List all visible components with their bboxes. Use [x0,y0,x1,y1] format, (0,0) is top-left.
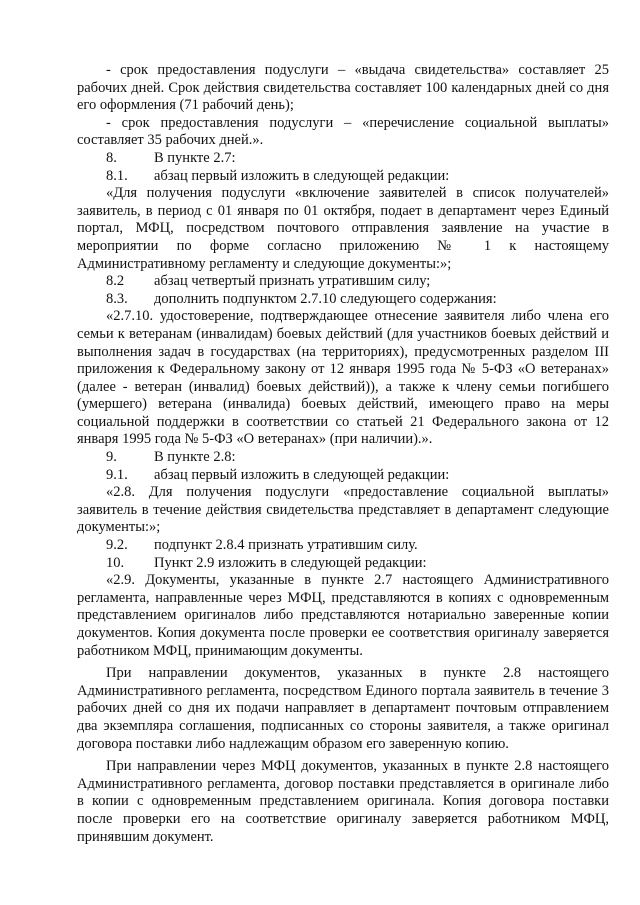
list-item [77,537,609,555]
list-item [77,168,609,186]
item-text: абзац первый изложить в следующей редакции: [154,167,450,184]
item-text: подпункт 2.8.4 признать утратившим силу. [154,537,418,554]
item-text: Пункт 2.9 изложить в следующей редакции: [154,554,427,571]
document-body [77,62,609,846]
list-item [77,291,609,309]
item-number: 8.1. [106,167,128,184]
item-text: абзац четвертый признать утратившим силу; [154,273,431,290]
item-number: 8.2 [106,273,125,290]
item-text: абзац первый изложить в следующей редакции: [154,466,450,483]
item-text: В пункте 2.7: [154,149,236,166]
item-text: В пункте 2.8: [154,449,236,466]
item-number: 9.2. [106,537,128,554]
item-text: дополнить подпунктом 2.7.10 следующего содержания: [154,290,497,307]
list-item [77,555,609,573]
list-item [77,467,609,485]
paragraph: При направлении документов, указанных в пункте 2.8 настоящего Административного регламента, посредством Единого портала заявитель в течение 3 рабочих дней со дня их подачи направляет в департамент почтовым отправлением два экземпляра соглашения, подписанных со стороны заявителя, а также оригинал договора поставки либо надлежащим образом его заверенную копию. [77,665,609,752]
item-number: 9. [106,449,117,466]
paragraph: При направлении через МФЦ документов, указанных в пункте 2.8 настоящего Административного регламента, договор поставки представляется в оригинале либо в копии с одновременным представлением оригинала. Копия договора поставки после проверки его на соответствие оригиналу заверяется работником МФЦ, принявшим документ. [77,758,609,845]
paragraph: «2.7.10. удостоверение, подтверждающее отнесение заявителя либо члена его семьи к ветеранам (инвалидам) боевых действий (для участников боевых действий и выполнения задач в государствах (на территориях), предусмотренных разделом III приложения к Федеральному закону от 12 января 1995 года № 5-ФЗ «О ветеранах» (далее - ветеран (инвалид) боевых действий)), а также к члену семьи погибшего (умершего) ветерана (инвалида) боевых действий, имеющего право на меры социальной поддержки в соответствии со статьей 21 Федерального закона от 12 января 1995 года № 5-ФЗ «О ветеранах» (при наличии).». [77,308,609,448]
paragraph: «2.8. Для получения подуслуги «предоставление социальной выплаты» заявитель в течение действия свидетельства представляет в департамент следующие документы:»; [77,484,609,536]
paragraph: «Для получения подуслуги «включение заявителей в список получателей» заявитель, в период с 01 января по 01 октября, подает в департамент через Единый портал, МФЦ, посредством почтового отправления заявление на участие в мероприятии по форме согласно приложению № 1 к настоящему Административному регламенту и следующие документы:»; [77,185,609,272]
item-number: 8.3. [106,290,128,307]
item-number: 10. [106,554,125,571]
paragraph: - срок предоставления подуслуги – «перечисление социальной выплаты» составляет 35 рабочих дней.». [77,114,609,149]
list-item [77,150,609,168]
item-number: 9.1. [106,466,128,483]
paragraph: - срок предоставления подуслуги – «выдача свидетельства» составляет 25 рабочих дней. Срок действия свидетельства составляет 100 календарных дней со дня его оформления (71 рабочий день); [77,62,609,114]
list-item [77,449,609,467]
paragraph: «2.9. Документы, указанные в пункте 2.7 настоящего Административного регламента, направленные через МФЦ, представляются в копиях с одновременным представлением оригиналов либо представляются нотариально заверенные копии документов. Копия документа после проверки ее соответствия оригиналу заверяется работником МФЦ, принимающим документы. [77,572,609,659]
list-item [77,273,609,291]
item-number: 8. [106,149,117,166]
